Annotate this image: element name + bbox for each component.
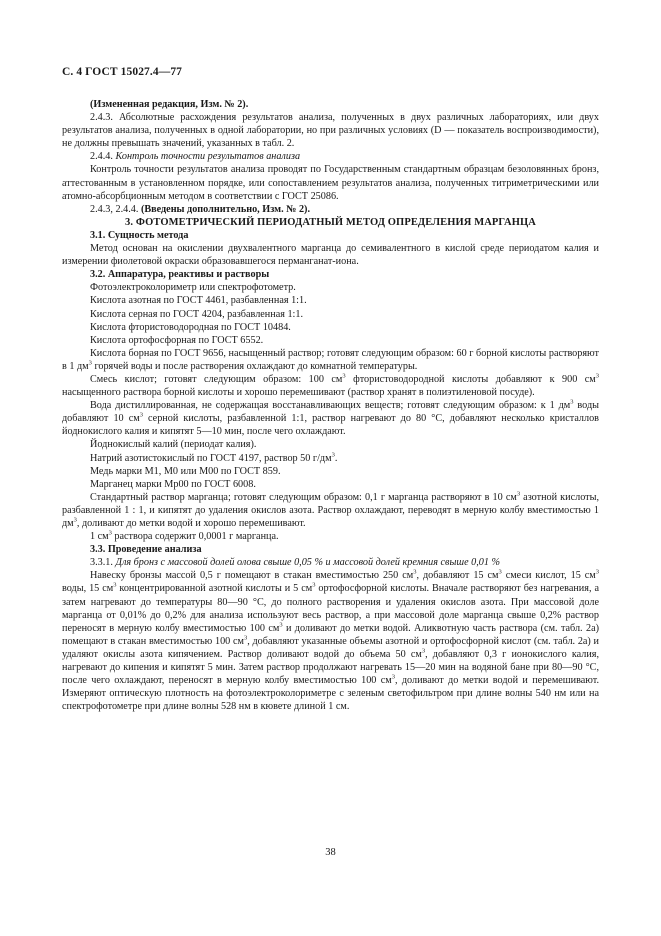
clause-title: Контроль точности результатов анализа — [115, 151, 301, 163]
superscript: 3 — [139, 411, 143, 419]
text-run: насыщенного раствора борной кислоты и хорошо перемешивают (раствор хранят в полиэтиленовой посуде). — [62, 387, 535, 399]
reagent-item: Марганец марки Мр00 по ГОСТ 6008. — [90, 478, 256, 490]
text-run: , добавляют указанные объемы азотной и ортофосфорной кислот (см. табл. 2а) и удаляют окислы азота кипячением. Раствор доливают водой до объема 50 см — [62, 635, 599, 660]
text-run: , добавляют 15 см — [416, 570, 499, 582]
text-run: Смесь кислот; готовят следующим образом: 100 см — [90, 373, 343, 385]
reagent-item: Кислота ортофосфорная по ГОСТ 6552. — [90, 334, 264, 346]
paragraph-distilled-water — [62, 399, 599, 438]
superscript: 3 — [413, 568, 417, 576]
superscript: 3 — [108, 529, 112, 537]
paragraph-acid-mix — [62, 373, 599, 399]
text-run: Стандартный раствор марганца; готовят следующим образом: 0,1 г марганца растворяют в 10 см — [90, 491, 517, 503]
paragraph-3-3-1 — [62, 556, 599, 569]
reagent-item: Фотоэлектроколориметр или спектрофотометр. — [90, 282, 296, 294]
clause-number: 3.3.1. — [90, 557, 113, 569]
clause-number: 2.4.4. — [90, 151, 113, 163]
superscript: 3 — [498, 568, 502, 576]
paragraph-standard-solution — [62, 491, 599, 530]
amendment-note: (Измененная редакция, Изм. № 2). — [90, 99, 249, 110]
paragraph-2-4-4 — [62, 150, 599, 163]
paragraph-3-1: Метод основан на окислении двухвалентного марганца до семивалентного в кислой среде периодатом калия и измерении фиолетовой окраски образовавшегося перманганат-иона. — [62, 243, 599, 268]
reagent-item: Кислота серная по ГОСТ 4204, разбавленная 1:1. — [90, 308, 304, 320]
text-run: горячей воды и после растворения охлаждают до комнатной температуры. — [91, 360, 418, 372]
paragraph-concentration — [62, 530, 599, 543]
text-run: серной кислоты, разбавленной 1:1, раствор нагревают до 80 °С, добавляют несколько кристаллов йоднокислого калия и кипятят 5—10 мин, после чего охлаждают. — [62, 413, 599, 438]
superscript: 3 — [391, 673, 395, 681]
reagent-item — [62, 452, 599, 465]
paragraph-accuracy-control: Контроль точности результатов анализа проводят по Государственным стандартным образцам безоловянных бронз, аттестованным в установленном порядке, или сопоставлением результатов анализа, полученных титриметрическими или атомно-абсорбционным методом в соответствии с ГОСТ 25086. — [62, 164, 599, 202]
superscript: 3 — [342, 372, 346, 380]
superscript: 3 — [516, 490, 521, 498]
paragraph-2-4-3: 2.4.3. Абсолютные расхождения результатов анализа, полученных в двух различных лабораториях, или двух результатов анализа, полученных в одной лаборатории, но при различных условиях (D — показатель воспроизводимости), не должны превышать значений, указанных в табл. 2. — [62, 112, 599, 150]
section-3-title: 3. ФОТОМЕТРИЧЕСКИЙ ПЕРИОДАТНЫЙ МЕТОД ОПРЕДЕЛЕНИЯ МАРГАНЦА — [125, 216, 536, 228]
superscript: 3 — [243, 634, 248, 642]
reagent-item: Кислота фтористоводородная по ГОСТ 10484. — [90, 321, 291, 333]
text-run: Натрий азотистокислый по ГОСТ 4197, раствор 50 г/дм — [90, 452, 332, 464]
paragraph-procedure — [62, 569, 599, 713]
text-run: Кислота борная по ГОСТ 9656, насыщенный раствор; готовят следующим образом: 60 г борной кислоты растворяют в 1 дм — [62, 347, 599, 372]
superscript: 3 — [312, 582, 316, 590]
text-run: , доливают до метки водой и перемешивают. Измеряют оптическую плотность на фотоэлектроколориметре с зеленым светофильтром при длине волны 540 нм или на спектрофотометре при длине волны 528 нм в кювете длиной 1 см. — [62, 675, 599, 713]
clause-number: 2.4.3, 2.4.4. — [90, 203, 139, 215]
text-run: , доливают до метки водой и хорошо перемешивают. — [76, 518, 306, 529]
superscript: 3 — [88, 359, 92, 367]
text-run: , добавляют 0,3 г ионокислого калия, нагревают до кипения и кипятят 5 мин. Затем раствор продолжают нагревать 15—20 мин на водяной бане при 80—90 °С, после чего охлаждают, переносят в мерную колбу вместимостью 100 см — [62, 648, 599, 687]
paragraph-boric-acid — [62, 347, 599, 373]
superscript: 3 — [113, 582, 117, 590]
text-run: Вода дистиллированная, не содержащая восстанавливающих веществ; готовят следующим образом: к 1 дм — [90, 400, 571, 412]
text-run: концентрированной азотной кислоты и 5 см — [116, 583, 313, 595]
superscript: 3 — [595, 372, 599, 380]
text-run: и доливают до метки водой. Аликвотную часть раствора (см. табл. 2а) помещают в стакан вместимостью 100 см — [62, 622, 599, 647]
amendment-note: (Введены дополнительно, Изм. № 2). — [140, 203, 311, 215]
text-run: раствора содержит 0,0001 г марганца. — [111, 531, 279, 543]
superscript: 3 — [570, 398, 574, 406]
text-run: ортофосфорной кислоты. Вначале растворяют без нагревания, а затем нагревают до температуры 80—90 °С, до полного растворения и удаления окислов азота. При массовой доле марганца от 0,01% до 0,2% для анализа используют весь раствор, а при массовой доле марганца свыше 0,2% раствор переносят в мерную колбу вместимостью 100 см — [62, 583, 599, 634]
heading-3-3: 3.3. Проведение анализа — [90, 544, 202, 556]
reagent-item: Йоднокислый калий (периодат калия). — [90, 439, 257, 451]
text-run: фтористоводородной кислоты добавляют к 900 см — [345, 373, 596, 385]
superscript: 3 — [595, 568, 599, 576]
body-text — [62, 98, 599, 713]
text-run: Навеску бронзы массой 0,5 г помещают в стакан вместимостью 250 см — [90, 570, 414, 582]
clause-title: Для бронз с массовой долей олова свыше 0,05 % и массовой долей кремния свыше 0,01 % — [115, 557, 501, 569]
superscript: 3 — [279, 621, 283, 629]
paragraph-introduced-note — [62, 203, 599, 216]
text-run: азотной кислоты, разбавленной 1 : 1, и кипятят до удаления окислов азота. Раствор охлаждают, переводят в мерную колбу вместимостью 1 дм — [62, 491, 599, 529]
reagent-item: Кислота азотная по ГОСТ 4461, разбавленная 1:1. — [90, 295, 307, 307]
text-run: воды, 15 см — [62, 583, 114, 595]
reagent-item: Медь марки М1, М0 или М00 по ГОСТ 859. — [90, 465, 281, 477]
text-run: 1 см — [90, 531, 109, 543]
superscript: 3 — [331, 451, 335, 459]
text-run: смеси кислот, 15 см — [501, 570, 596, 582]
page-header: С. 4 ГОСТ 15027.4—77 — [62, 66, 183, 78]
text-run: воды добавляют 10 см — [62, 400, 599, 425]
page-number: 38 — [325, 847, 336, 858]
heading-3-2: 3.2. Аппаратура, реактивы и растворы — [90, 269, 270, 281]
superscript: 3 — [73, 516, 77, 524]
heading-3-1: 3.1. Сущность метода — [90, 229, 189, 241]
superscript: 3 — [421, 647, 426, 655]
text-run: . — [334, 452, 338, 464]
